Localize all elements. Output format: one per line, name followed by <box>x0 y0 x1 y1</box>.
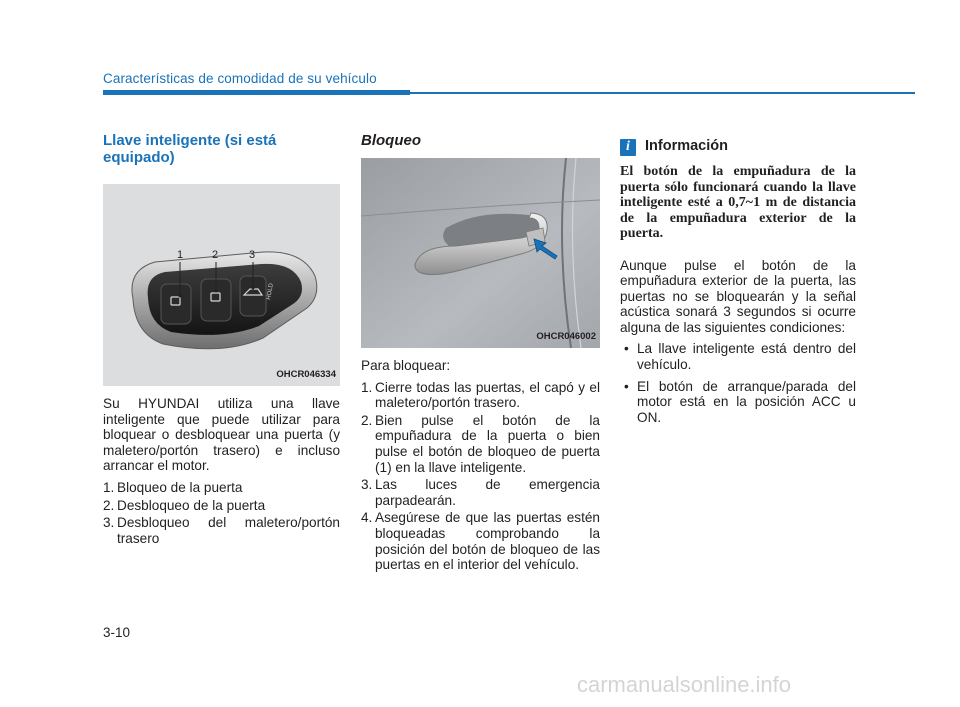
item-text: Desbloqueo del maletero/portón trasero <box>117 515 340 546</box>
smart-key-buttons-list <box>103 480 340 546</box>
list-item <box>361 413 600 475</box>
item-text: Asegúrese de que las puertas estén bloqueadas comprobando la posición del botón de bloqueo de las puertas en el interior del vehículo. <box>375 510 600 573</box>
header-rule-thin <box>410 92 915 94</box>
door-handle-illustration <box>361 158 600 348</box>
item-text: Las luces de emergencia parpadearán. <box>375 477 600 508</box>
item-text: Bien pulse el botón de la empuñadura de la puerta o bien pulse el botón de bloqueo de puerta (1) en la llave inteligente. <box>375 412 600 475</box>
door-handle-figure <box>361 158 600 348</box>
bullet-text: El botón de arranque/parada del motor está en la posición ACC u ON. <box>637 378 856 425</box>
smart-key-figure <box>103 184 340 386</box>
locking-intro: Para bloquear: <box>361 358 451 373</box>
hold-label: HOLD <box>266 282 275 301</box>
watermark: carmanualsonline.info <box>577 672 792 697</box>
item-number: 2. <box>103 497 115 513</box>
bullet-icon: • <box>624 341 629 357</box>
list-item <box>103 498 340 514</box>
list-item <box>620 379 856 426</box>
list-item <box>103 480 340 496</box>
information-bold-note: El botón de la empuñadura de la puerta sólo funcionará cuando la llave inteligente esté a 0,7~1 m de distancia de la empuñadura exterior de la puerta. <box>620 164 856 241</box>
column-locking <box>361 132 600 575</box>
item-text: Cierre todas las puertas, el capó y el maletero/portón trasero. <box>375 379 600 411</box>
item-number: 3. <box>361 477 373 493</box>
bullet-text: La llave inteligente está dentro del vehículo. <box>637 341 856 373</box>
item-number: 4. <box>361 510 373 526</box>
info-icon: i <box>620 139 636 156</box>
locking-heading: Bloqueo <box>361 132 421 149</box>
callout-1: 1 <box>177 249 184 261</box>
figure-code: OHCR046002 <box>536 331 596 343</box>
section-header-title: Características de comodidad de su vehículo <box>103 71 377 86</box>
list-item <box>361 477 600 508</box>
item-text: Bloqueo de la puerta <box>117 479 243 495</box>
callout-3: 3 <box>249 249 256 261</box>
information-body: Aunque pulse el botón de la empuñadura exterior de la puerta, las puertas no se bloquearán y la señal acústica sonará 3 segundos si ocurre alguna de las siguientes condiciones: <box>620 257 856 335</box>
list-item <box>620 341 856 372</box>
item-number: 1. <box>103 479 115 495</box>
bullet-icon: • <box>624 378 629 394</box>
smart-key-intro: Su HYUNDAI utiliza una llave inteligente que puede utilizar para bloquear o desbloquear una puerta (y maletero/portón trasero) e incluso arrancar el motor. <box>103 396 340 474</box>
column-smart-key <box>103 132 340 548</box>
callout-2: 2 <box>212 249 219 261</box>
item-number: 1. <box>361 379 373 395</box>
information-title <box>620 138 856 156</box>
item-text: Desbloqueo de la puerta <box>117 497 266 513</box>
list-item <box>103 515 340 546</box>
item-number: 2. <box>361 412 373 428</box>
smart-key-heading: Llave inteligente (si está equipado) <box>103 132 277 166</box>
header-rule-thick <box>103 90 410 95</box>
list-item <box>361 510 600 572</box>
item-number: 3. <box>103 515 115 531</box>
page-number: 3-10 <box>103 625 131 640</box>
list-item <box>361 380 600 411</box>
information-label: Información <box>645 138 728 155</box>
figure-code: OHCR046334 <box>276 369 336 381</box>
locking-steps-list <box>361 380 600 573</box>
column-information <box>620 138 856 425</box>
smart-key-illustration <box>103 184 340 386</box>
